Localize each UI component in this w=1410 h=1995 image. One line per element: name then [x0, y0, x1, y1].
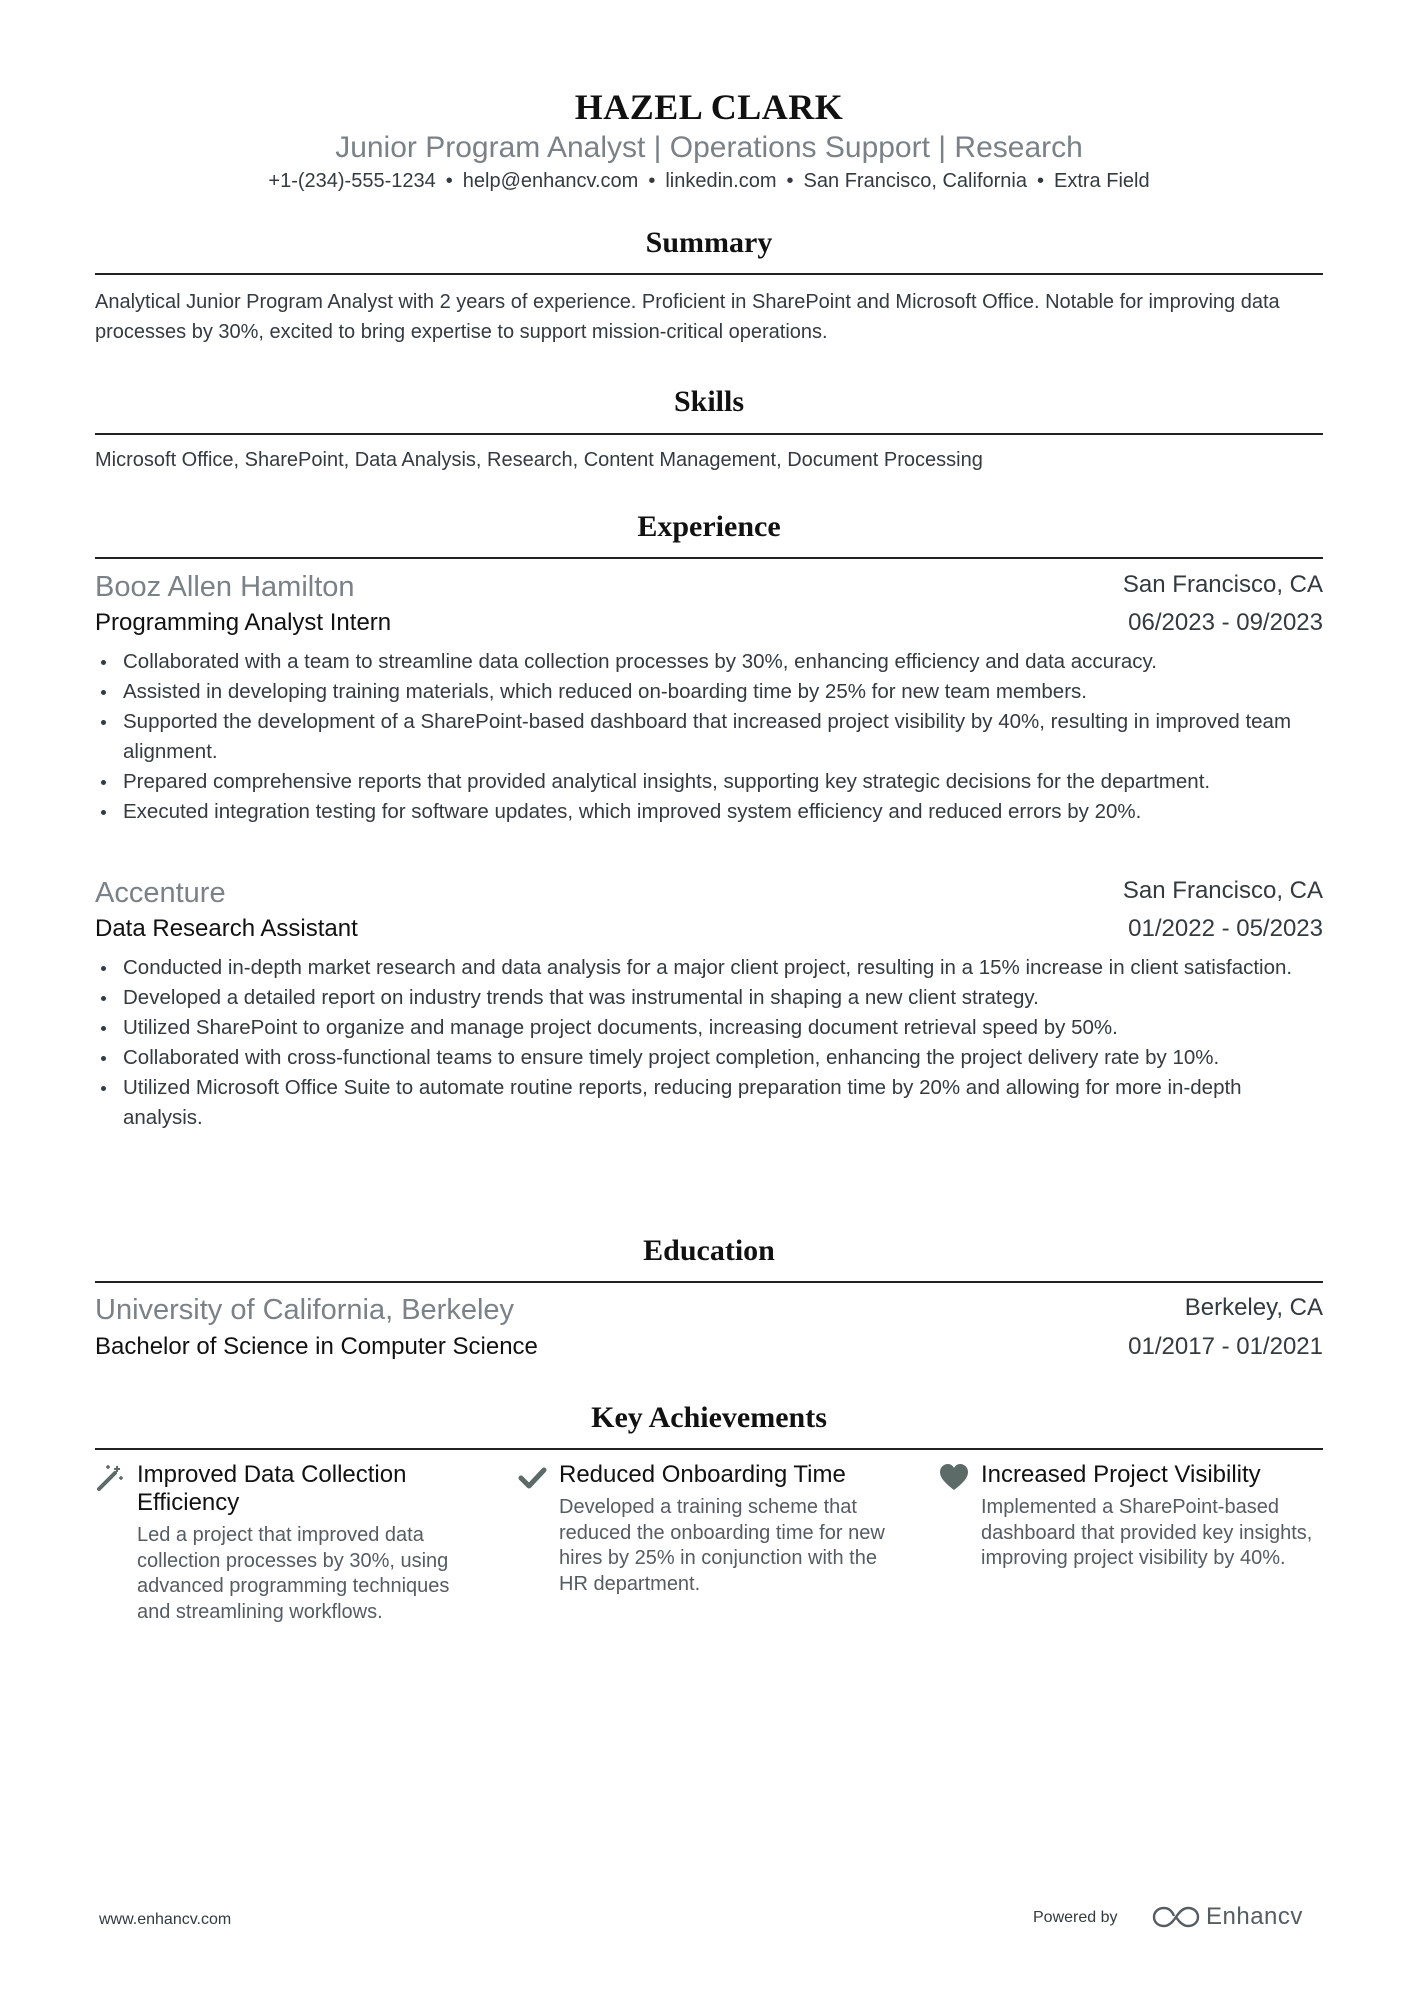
list-item: Executed integration testing for software updates, which improved system efficiency and reduced errors by 20%.: [95, 797, 1323, 827]
job-title: Data Research Assistant: [95, 915, 358, 942]
school-location: Berkeley, CA: [1184, 1294, 1323, 1321]
candidate-name: HAZEL CLARK: [574, 87, 844, 127]
section-divider: [95, 1281, 1323, 1283]
list-item: Developed a detailed report on industry trends that was instrumental in shaping a new client strategy.: [95, 983, 1323, 1013]
list-item: Utilized Microsoft Office Suite to automate routine reports, reducing preparation time by 20% and allowing for more in-depth analysis.: [95, 1073, 1323, 1133]
achievement-title: Reduced Onboarding Time: [559, 1461, 846, 1488]
experience-heading: Experience: [637, 510, 781, 543]
phone: +1-(234)-555-1234: [268, 170, 436, 192]
achievement-text: Implemented a SharePoint-based dashboard that provided key insights, improving project visibility by 40%.: [981, 1496, 1313, 1569]
school-name: University of California, Berkeley: [95, 1294, 515, 1326]
list-item: Prepared comprehensive reports that provided analytical insights, supporting key strategic decisions for the department.: [95, 767, 1323, 797]
section-divider: [95, 557, 1323, 559]
extra-field: Extra Field: [1054, 170, 1150, 192]
separator: •: [445, 170, 453, 192]
job-dates: 01/2022 - 05/2023: [1128, 915, 1323, 942]
achievements-heading: Key Achievements: [591, 1401, 827, 1434]
education-dates: 01/2017 - 01/2021: [1128, 1333, 1323, 1360]
section-divider: [95, 433, 1323, 435]
location: San Francisco, California: [803, 170, 1027, 192]
powered-by-label: Powered by: [1033, 1909, 1118, 1926]
list-item: Collaborated with a team to streamline data collection processes by 30%, enhancing efficiency and data accuracy.: [95, 647, 1323, 677]
linkedin-link[interactable]: linkedin.com: [665, 170, 777, 192]
email-link[interactable]: help@enhancv.com: [462, 170, 639, 192]
contact-line: [95, 170, 1323, 193]
list-item: Supported the development of a SharePoint-based dashboard that increased project visibility by 40%, resulting in improved team alignment.: [95, 707, 1323, 767]
company-name: Booz Allen Hamilton: [95, 571, 355, 603]
list-item: Conducted in-depth market research and data analysis for a major client project, resulting in a 15% increase in client satisfaction.: [95, 953, 1323, 983]
enhancv-logo[interactable]: [1152, 1900, 1303, 1934]
summary-text: Analytical Junior Program Analyst with 2 years of experience. Proficient in SharePoint and Microsoft Office. Notable for improving data processes by 30%, excited to bring expertise to support mission-critical operations.: [95, 291, 1280, 343]
separator: •: [648, 170, 656, 192]
skills-heading: Skills: [673, 385, 745, 418]
job-dates: 06/2023 - 09/2023: [1128, 609, 1323, 636]
job-location: San Francisco, CA: [1122, 877, 1323, 904]
summary-heading: Summary: [645, 226, 773, 259]
section-divider: [95, 273, 1323, 275]
company-name: Accenture: [95, 877, 226, 909]
section-divider: [95, 1448, 1323, 1450]
footer-url[interactable]: www.enhancv.com: [99, 1911, 232, 1928]
achievement-title: Increased Project Visibility: [981, 1461, 1261, 1488]
education-heading: Education: [643, 1234, 775, 1267]
separator: •: [786, 170, 794, 192]
job-bullets: [95, 953, 1323, 1133]
enhancv-brand-text: Enhancv: [1206, 1903, 1303, 1930]
checkmark-icon: [517, 1463, 547, 1493]
enhancv-logo-icon: [1152, 1905, 1200, 1929]
skills-text: Microsoft Office, SharePoint, Data Analysis, Research, Content Management, Document Processing: [95, 449, 983, 471]
achievement-title: Improved Data Collection Efficiency: [137, 1461, 407, 1516]
headline: Junior Program Analyst | Operations Support | Research: [335, 131, 1083, 164]
job-bullets: [95, 647, 1323, 827]
degree: Bachelor of Science in Computer Science: [95, 1333, 538, 1360]
achievement-text: Led a project that improved data collection processes by 30%, using advanced programming techniques and streamlining workflows.: [137, 1524, 450, 1623]
list-item: Collaborated with cross-functional teams to ensure timely project completion, enhancing the project delivery rate by 10%.: [95, 1043, 1323, 1073]
magic-wand-icon: [95, 1463, 125, 1493]
list-item: Assisted in developing training materials, which reduced on-boarding time by 25% for new team members.: [95, 677, 1323, 707]
job-location: San Francisco, CA: [1122, 571, 1323, 598]
job-title: Programming Analyst Intern: [95, 609, 392, 636]
heart-icon: [939, 1463, 969, 1493]
list-item: Utilized SharePoint to organize and manage project documents, increasing document retrieval speed by 50%.: [95, 1013, 1323, 1043]
achievement-text: Developed a training scheme that reduced the onboarding time for new hires by 25% in conjunction with the HR department.: [559, 1496, 885, 1595]
separator: •: [1036, 170, 1044, 192]
